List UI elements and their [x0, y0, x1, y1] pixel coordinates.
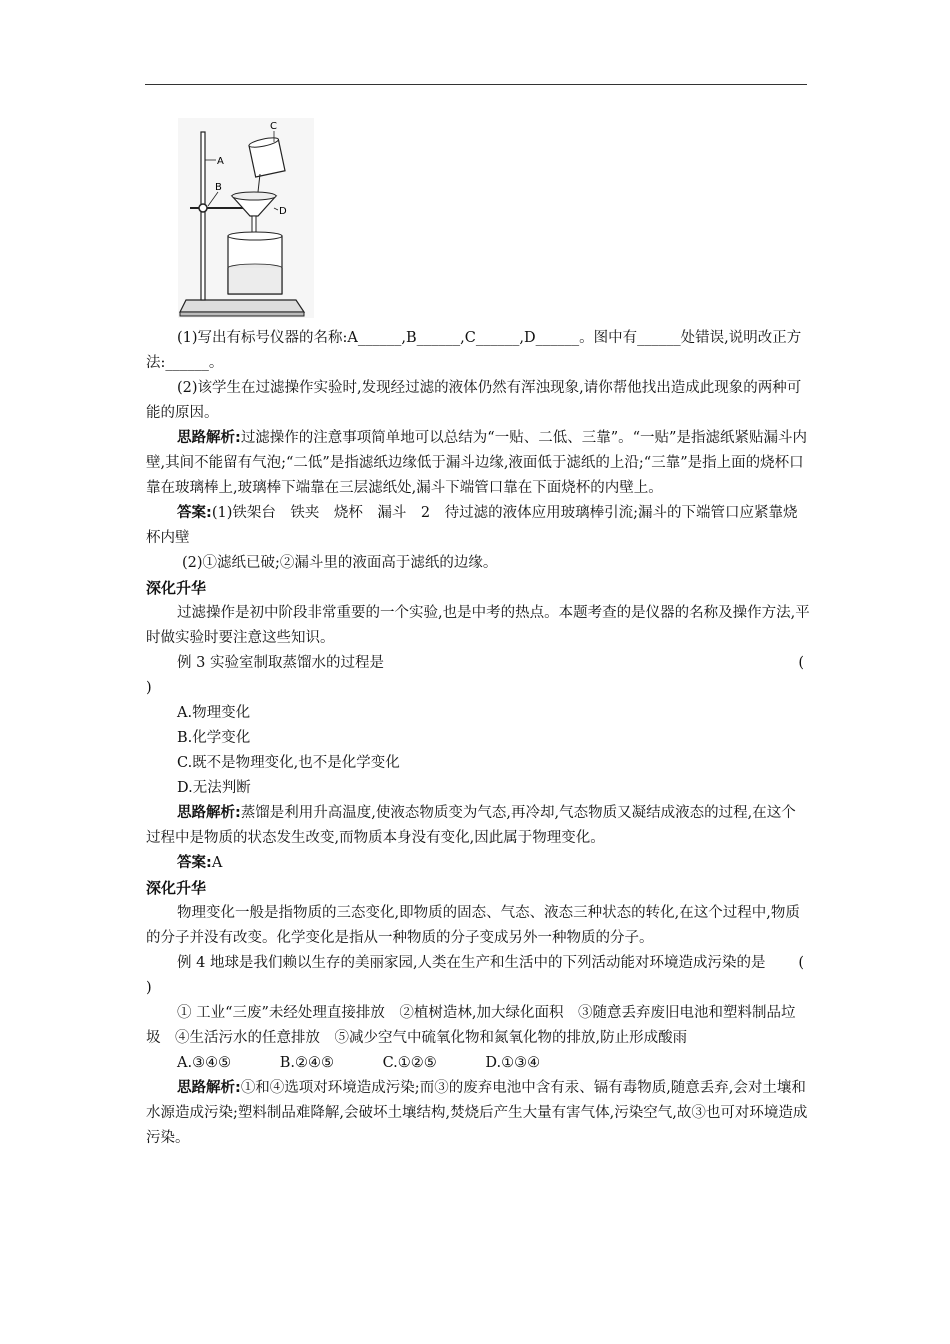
answer-paren-close: )	[146, 980, 152, 996]
answer-paren-open: (	[798, 955, 804, 971]
filtration-apparatus-figure	[178, 118, 314, 318]
answer-paren-close: )	[146, 680, 152, 696]
answer-part-2: (2)①滤纸已破;②漏斗里的液面高于滤纸的边缘。	[182, 555, 498, 571]
option-a: A.③④⑤	[177, 1055, 232, 1071]
analysis-label: 思路解析:	[177, 805, 241, 821]
question-part-1: (1)写出有标号仪器的名称:A______,B______,C______,D______。图中有______处错误,说明改正方法:______。	[146, 330, 802, 371]
figure-label-b: B	[215, 182, 222, 193]
analysis-text: 过滤操作的注意事项简单地可以总结为“一贴、二低、三靠”。“一贴”是指滤纸紧贴漏斗内壁,其间不能留有气泡;“二低”是指滤纸边缘低于漏斗边缘,液面低于滤纸的上沿;“三靠”是指上面的烧杯口靠在玻璃棒上,玻璃棒下端靠在三层滤纸处,漏斗下端管口靠在下面烧杯的内壁上。	[146, 430, 807, 496]
answer-text: A	[211, 855, 223, 871]
option-c: C.①②⑤	[382, 1055, 437, 1071]
figure-label-d: D	[279, 206, 287, 217]
answer-paragraph	[146, 851, 810, 876]
analysis-text: ①和④选项对环境造成污染;而③的废弃电池中含有汞、镉有毒物质,随意丢弃,会对土壤和水源造成污染;塑料制品难降解,会破坏土壤结构,焚烧后产生大量有害气体,污染空气,故③也可对环境造成污染。	[146, 1080, 808, 1146]
analysis-label: 思路解析:	[177, 430, 241, 446]
answer-text: (1)铁架台 铁夹 烧杯 漏斗 2 待过滤的液体应用玻璃棒引流;漏斗的下端管口应紧靠烧杯内壁	[146, 505, 798, 546]
answer-label: 答案:	[177, 505, 212, 521]
deepen-heading: 深化升华	[146, 579, 207, 597]
example-3-stem	[146, 651, 810, 676]
answer-label: 答案:	[177, 855, 212, 871]
deepen-text: 过滤操作是初中阶段非常重要的一个实验,也是中考的热点。本题考查的是仪器的名称及操作方法,平时做实验时要注意这些知识。	[146, 605, 810, 646]
header-rule	[145, 84, 807, 85]
example-4-items: ① 工业“三废”未经处理直接排放 ②植树造林,加大绿化面积 ③随意丢弃废旧电池和塑料制品垃圾 ④生活污水的任意排放 ⑤减少空气中硫氧化物和氮氧化物的排放,防止形成酸雨	[146, 1005, 796, 1046]
option-d: D.无法判断	[177, 780, 251, 796]
answer-paragraph	[146, 501, 810, 551]
example-4-stem	[146, 951, 810, 976]
document-body	[146, 326, 810, 1151]
option-d: D.①③④	[485, 1055, 541, 1071]
option-b: B.②④⑤	[279, 1055, 334, 1071]
question-part-2: (2)该学生在过滤操作实验时,发现经过滤的液体仍然有浑浊现象,请你帮他找出造成此现象的两种可能的原因。	[146, 380, 802, 421]
option-a: A.物理变化	[177, 705, 251, 721]
option-b: B.化学变化	[177, 730, 251, 746]
analysis-paragraph	[146, 1076, 810, 1151]
figure-label-c: C	[270, 121, 277, 132]
example-3-stem-text: 例 3 实验室制取蒸馏水的过程是	[177, 655, 384, 671]
deepen-heading: 深化升华	[146, 879, 207, 897]
deepen-text: 物理变化一般是指物质的三态变化,即物质的固态、气态、液态三种状态的转化,在这个过程中,物质的分子并没有改变。化学变化是指从一种物质的分子变成另外一种物质的分子。	[146, 905, 800, 946]
analysis-paragraph	[146, 426, 810, 501]
analysis-label: 思路解析:	[177, 1080, 241, 1096]
figure-label-a: A	[217, 156, 224, 167]
option-c: C.既不是物理变化,也不是化学变化	[177, 755, 400, 771]
analysis-paragraph	[146, 801, 810, 851]
example-4-options	[146, 1051, 810, 1076]
answer-paren-open: (	[798, 655, 804, 671]
analysis-text: 蒸馏是利用升高温度,使液态物质变为气态,再冷却,气态物质又凝结成液态的过程,在这个过程中是物质的状态发生改变,而物质本身没有变化,因此属于物理变化。	[146, 805, 796, 846]
example-4-stem-text: 例 4 地球是我们赖以生存的美丽家园,人类在生产和生活中的下列活动能对环境造成污染的是	[177, 955, 766, 971]
